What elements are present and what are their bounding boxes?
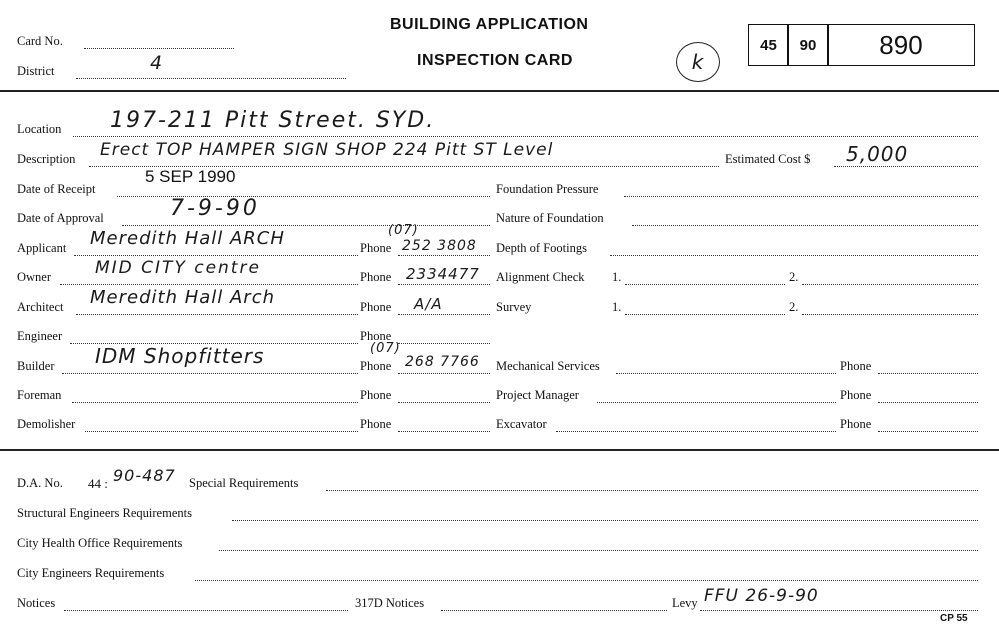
header-rule xyxy=(0,90,999,92)
levy-label: Levy xyxy=(672,596,698,610)
engineers-req-label: City Engineers Requirements xyxy=(17,566,165,580)
alignment-num2: 2. xyxy=(789,270,799,284)
da-value: 90-487 xyxy=(113,466,176,485)
date-approval-line xyxy=(122,225,490,226)
footer-rule xyxy=(0,449,999,451)
survey-line-2 xyxy=(802,314,978,315)
survey-line-1 xyxy=(625,314,785,315)
special-req-label: Special Requirements xyxy=(189,476,299,490)
nature-foundation-line xyxy=(632,225,978,226)
survey-num2: 2. xyxy=(789,300,799,314)
mechanical-label: Mechanical Services xyxy=(496,359,600,373)
applicant-phone-prefix: (07) xyxy=(388,223,419,238)
architect-value: Meredith Hall Arch xyxy=(90,287,276,308)
applicant-phone-value: 252 3808 xyxy=(402,238,477,254)
engineer-phone-label: Phone xyxy=(360,329,392,343)
demolisher-label: Demolisher xyxy=(17,417,76,431)
district-value: 4 xyxy=(150,52,164,74)
owner-label: Owner xyxy=(17,270,52,284)
architect-line xyxy=(76,314,358,315)
applicant-line xyxy=(74,255,358,256)
notices-label: Notices xyxy=(17,596,56,610)
date-receipt-stamp: 5 SEP 1990 xyxy=(145,167,236,186)
owner-value: MID CITY centre xyxy=(95,258,261,278)
title-line2: INSPECTION CARD xyxy=(417,52,573,69)
mechanical-line xyxy=(616,373,836,374)
date-approval-value: 7-9-90 xyxy=(170,196,260,221)
foundation-pressure-label: Foundation Pressure xyxy=(496,182,599,196)
location-value: 197-211 Pitt Street. SYD. xyxy=(110,108,436,133)
owner-phone-line xyxy=(398,284,490,285)
estimated-cost-value: 5,000 xyxy=(846,142,909,166)
da-label: D.A. No. xyxy=(17,476,63,490)
health-label: City Health Office Requirements xyxy=(17,536,183,550)
levy-value: FFU 26-9-90 xyxy=(704,586,819,606)
builder-phone-line xyxy=(398,373,490,374)
engineers-req-line xyxy=(195,580,978,581)
architect-phone-label: Phone xyxy=(360,300,392,314)
mechanical-phone-line xyxy=(878,373,978,374)
foreman-label: Foreman xyxy=(17,388,62,402)
applicant-phone-line xyxy=(398,255,490,256)
structural-label: Structural Engineers Requirements xyxy=(17,506,192,520)
architect-phone-value: A/A xyxy=(414,295,443,313)
owner-line xyxy=(60,284,358,285)
nature-foundation-label: Nature of Foundation xyxy=(496,211,604,225)
foreman-line xyxy=(72,402,358,403)
architect-label: Architect xyxy=(17,300,64,314)
engineer-phone-line xyxy=(398,343,490,344)
project-manager-line xyxy=(597,402,836,403)
engineer-label: Engineer xyxy=(17,329,63,343)
description-value: Erect TOP HAMPER SIGN SHOP 224 Pitt ST Level xyxy=(100,140,554,160)
builder-value: IDM Shopfitters xyxy=(95,344,265,368)
estimated-cost-line xyxy=(834,166,978,167)
card-no-label: Card No. xyxy=(17,34,63,48)
ref-box-3: 890 xyxy=(827,24,975,66)
date-receipt-label: Date of Receipt xyxy=(17,182,96,196)
inspector-initial: k xyxy=(691,50,705,74)
card-no-line xyxy=(84,48,234,49)
project-manager-phone-label: Phone xyxy=(840,388,872,402)
excavator-label: Excavator xyxy=(496,417,547,431)
depth-footings-line xyxy=(610,255,978,256)
applicant-phone-label: Phone xyxy=(360,241,392,255)
survey-label: Survey xyxy=(496,300,532,314)
applicant-value: Meredith Hall ARCH xyxy=(90,228,285,249)
location-label: Location xyxy=(17,122,62,136)
title-line1: BUILDING APPLICATION xyxy=(390,16,589,33)
builder-phone-label: Phone xyxy=(360,359,392,373)
applicant-label: Applicant xyxy=(17,241,67,255)
survey-num1: 1. xyxy=(612,300,622,314)
estimated-cost-label: Estimated Cost $ xyxy=(725,152,811,166)
da-prefix: 44 : xyxy=(88,476,108,491)
ref-box-2: 90 xyxy=(787,24,829,66)
alignment-num1: 1. xyxy=(612,270,622,284)
foreman-phone-label: Phone xyxy=(360,388,392,402)
demolisher-phone-line xyxy=(398,431,490,432)
foreman-phone-line xyxy=(398,402,490,403)
mechanical-phone-label: Phone xyxy=(840,359,872,373)
demolisher-phone-label: Phone xyxy=(360,417,392,431)
project-manager-label: Project Manager xyxy=(496,388,579,402)
notices-317d-line xyxy=(441,610,667,611)
levy-line xyxy=(700,610,978,611)
notices-317d-label: 317D Notices xyxy=(355,596,425,610)
owner-phone-value: 2334477 xyxy=(406,265,480,283)
alignment-check-label: Alignment Check xyxy=(496,270,585,284)
foundation-pressure-line xyxy=(624,196,978,197)
ref-box-1: 45 xyxy=(748,24,789,66)
excavator-phone-label: Phone xyxy=(840,417,872,431)
project-manager-phone-line xyxy=(878,402,978,403)
form-code: CP 55 xyxy=(940,613,968,624)
excavator-line xyxy=(556,431,836,432)
date-approval-label: Date of Approval xyxy=(17,211,104,225)
depth-footings-label: Depth of Footings xyxy=(496,241,587,255)
special-req-line xyxy=(326,490,978,491)
alignment-line-2 xyxy=(802,284,978,285)
inspector-initial-circle xyxy=(676,42,720,82)
builder-phone-prefix: (07) xyxy=(370,341,401,356)
description-label: Description xyxy=(17,152,76,166)
architect-phone-line xyxy=(398,314,490,315)
builder-line xyxy=(62,373,358,374)
alignment-line-1 xyxy=(625,284,785,285)
excavator-phone-line xyxy=(878,431,978,432)
structural-line xyxy=(232,520,978,521)
location-line xyxy=(73,136,978,137)
owner-phone-label: Phone xyxy=(360,270,392,284)
demolisher-line xyxy=(85,431,358,432)
health-line xyxy=(219,550,978,551)
district-label: District xyxy=(17,64,55,78)
builder-phone-value: 268 7766 xyxy=(405,354,480,370)
builder-label: Builder xyxy=(17,359,55,373)
notices-line xyxy=(64,610,348,611)
district-line xyxy=(76,78,346,79)
